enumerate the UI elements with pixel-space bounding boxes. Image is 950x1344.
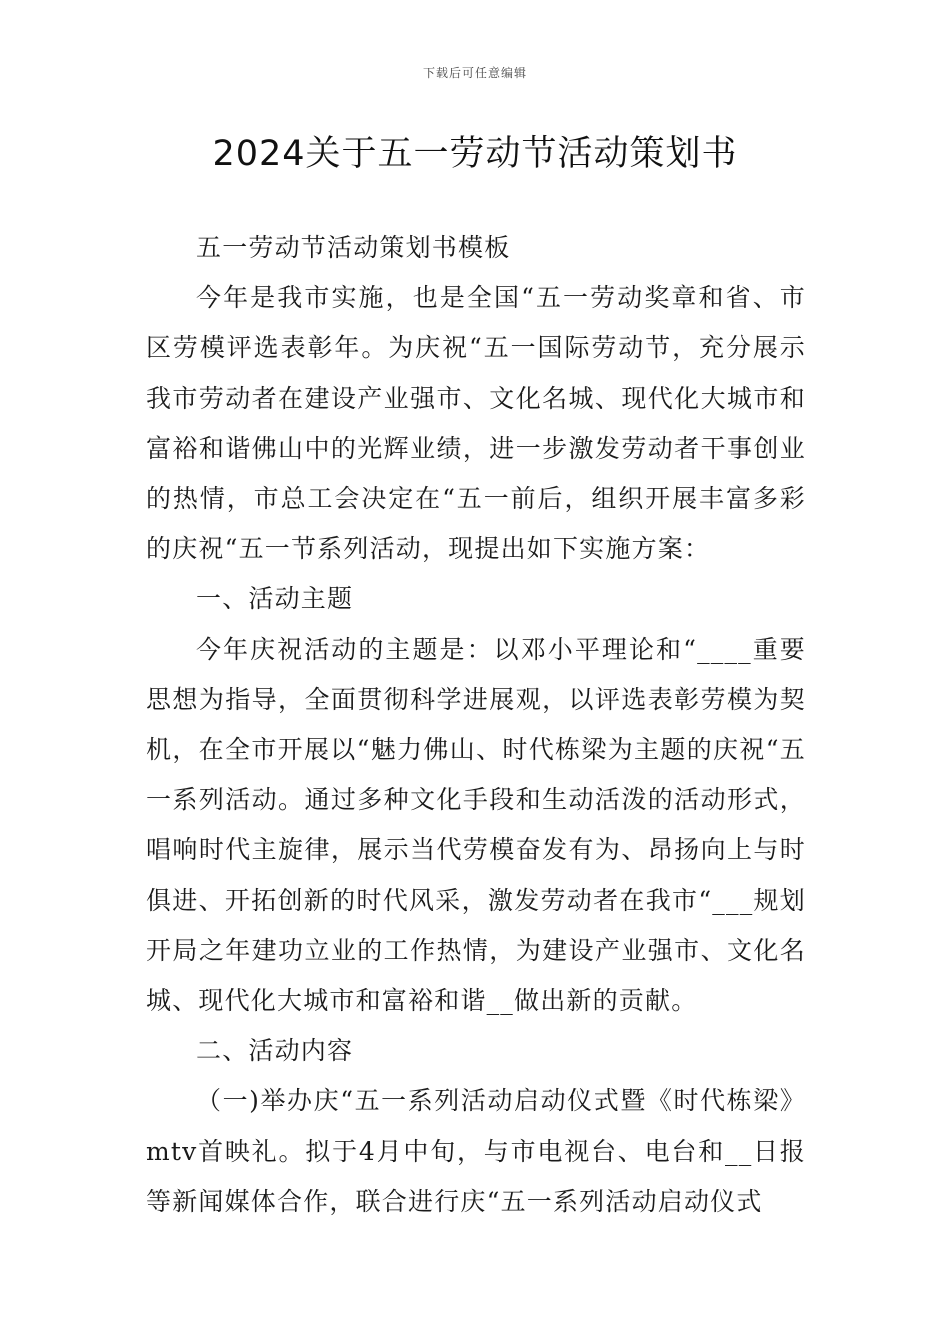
- header-note: 下载后可任意编辑: [422, 66, 527, 80]
- content-paragraph: （一)举办庆“五一系列活动启动仪式暨《时代栋梁》mtv首映礼。拟于4月中旬，与市电视台、电台和__日报等新闻媒体合作，联合进行庆“五一系列活动启动仪式: [146, 1086, 806, 1216]
- document-body: [146, 223, 806, 1227]
- intro-paragraph: 今年是我市实施，也是全国“五一劳动奖章和省、市区劳模评选表彰年。为庆祝“五一国际劳动节，充分展示我市劳动者在建设产业强市、文化名城、现代化大城市和富裕和谐佛山中的光辉业绩，进一步激发劳动者干事创业的热情，市总工会决定在“五一前后，组织开展丰富多彩的庆祝“五一节系列活动，现提出如下实施方案：: [146, 283, 806, 564]
- theme-paragraph: 今年庆祝活动的主题是：以邓小平理论和“____重要思想为指导，全面贯彻科学进展观，以评选表彰劳模为契机，在全市开展以“魅力佛山、时代栋梁为主题的庆祝“五一系列活动。通过多种文化手段和生动活泼的活动形式，唱响时代主旋律，展示当代劳模奋发有为、昂扬向上与时俱进、开拓创新的时代风采，激发劳动者在我市“___规划开局之年建功立业的工作热情，为建设产业强市、文化名城、现代化大城市和富裕和谐__做出新的贡献。: [146, 634, 806, 1016]
- subtitle-paragraph: 五一劳动节活动策划书模板: [196, 233, 511, 262]
- document-title: 2024关于五一劳动节活动策划书: [212, 134, 738, 174]
- section-heading-theme: 一、活动主题: [196, 584, 354, 614]
- section-heading-content: 二、活动内容: [196, 1036, 354, 1066]
